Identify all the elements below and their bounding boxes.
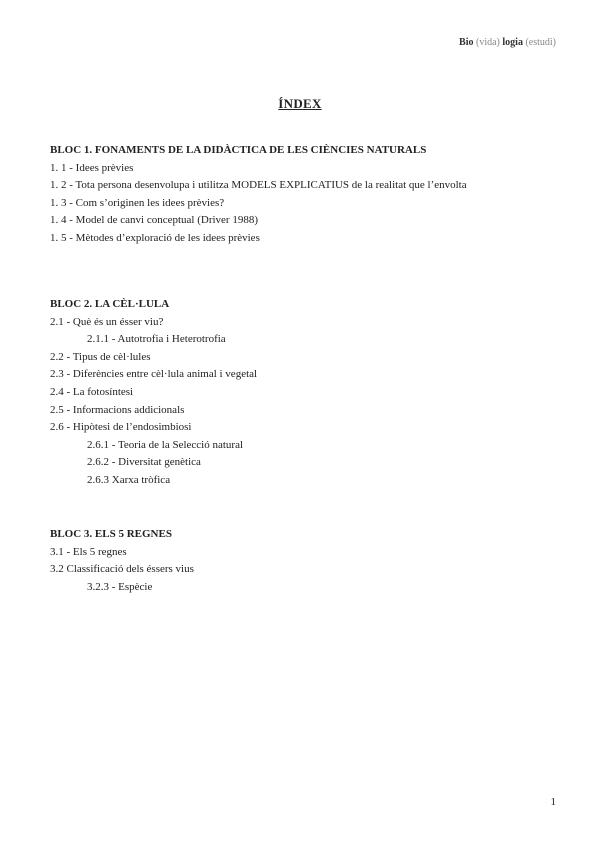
toc-block-2 [50,296,570,490]
header-logia: logia [502,37,523,48]
header-bio: Bio [459,37,474,48]
toc-item: 1. 5 - Mètodes d’exploració de les idees prèvies [50,231,260,244]
toc-item: 3.2 Classificació dels éssers vius [50,563,194,576]
toc-item: 3.1 - Els 5 regnes [50,545,127,558]
toc-block-3 [50,526,570,596]
toc-item: 2.1 - Què és un ésser viu? [50,315,164,328]
toc-item: 2.6 - Hipòtesi de l’endosimbiosi [50,421,192,434]
block-title: BLOC 3. ELS 5 REGNES [50,528,172,540]
toc-item: 1. 2 - Tota persona desenvolupa i utilitza MODELS EXPLICATIUS de la realitat que l’envolta [50,179,467,192]
page-header [459,37,556,48]
header-vida: (vida) [476,37,500,48]
toc-item: 2.2 - Tipus de cèl·lules [50,350,151,363]
toc-subitem: 2.6.3 Xarxa tròfica [87,473,171,486]
block-title: BLOC 1. FONAMENTS DE LA DIDÀCTICA DE LES CIÈNCIES NATURALS [50,144,427,156]
block-title: BLOC 2. LA CÈL·LULA [50,298,170,310]
page-number: 1 [550,796,556,808]
toc-block-1 [50,142,570,248]
toc-subitem: 2.1.1 - Autotrofia i Heterotrofia [87,333,226,346]
toc-item: 2.4 - La fotosíntesi [50,385,134,398]
toc-subitem: 2.6.1 - Teoria de la Selecció natural [87,438,244,451]
toc-item: 1. 1 - Idees prèvies [50,161,134,174]
page-title: ÍNDEX [278,96,322,111]
toc-item: 2.3 - Diferències entre cèl·lula animal i vegetal [50,368,258,381]
toc-item: 1. 4 - Model de canvi conceptual (Driver 1988) [50,214,259,227]
toc-item: 1. 3 - Com s’originen les idees prèvies? [50,196,225,209]
toc-item: 2.5 - Informacions addicionals [50,403,185,416]
toc-subitem: 3.2.3 - Espècie [87,580,153,593]
header-estudi: (estudi) [525,37,556,48]
toc-subitem: 2.6.2 - Diversitat genètica [87,456,201,469]
